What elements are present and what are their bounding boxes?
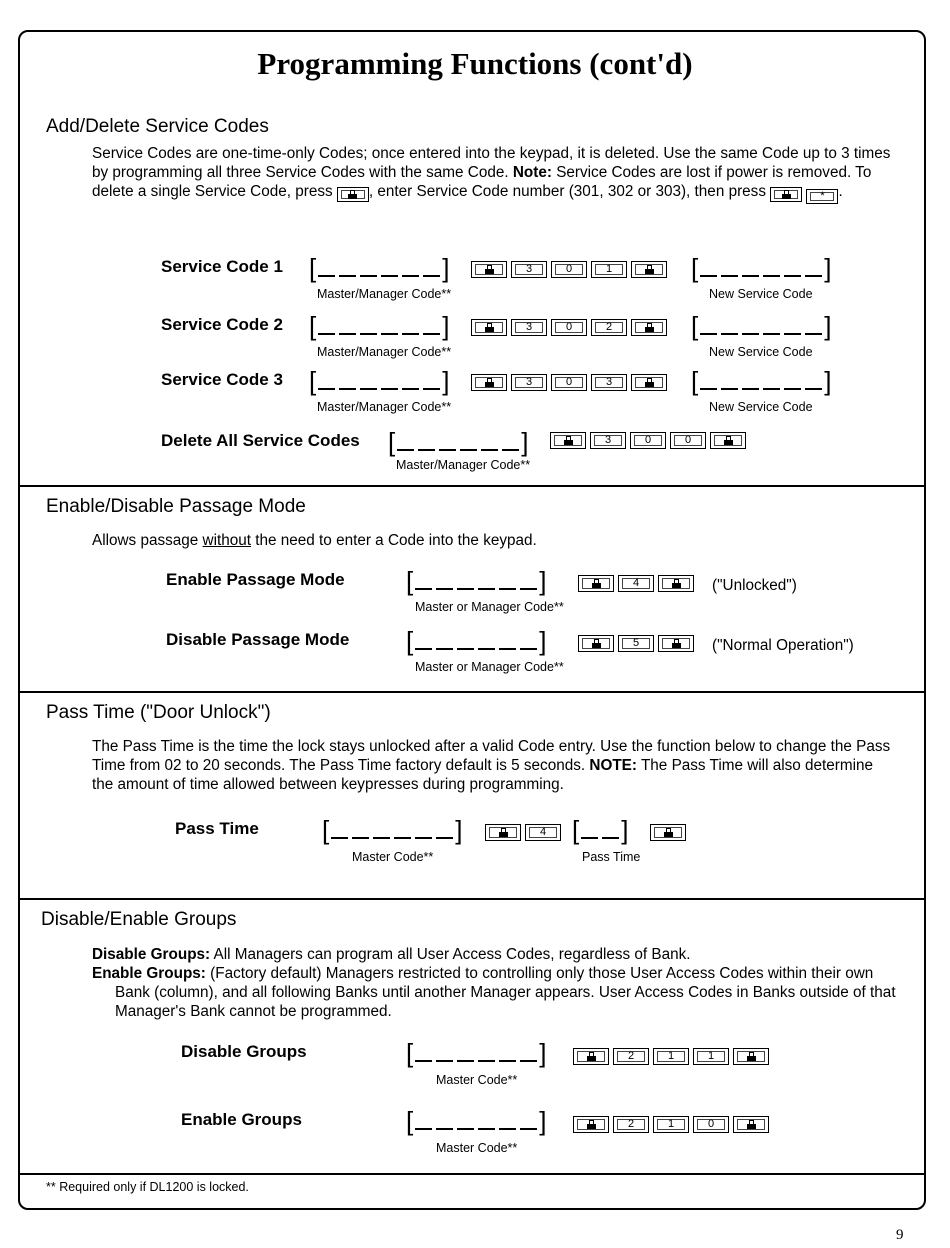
lock-key-icon xyxy=(631,261,667,278)
section-divider xyxy=(18,485,926,487)
lock-key-icon xyxy=(337,187,369,202)
keypad-key-label: 2 xyxy=(627,1050,635,1062)
service-codes-description xyxy=(92,144,892,204)
pass-time-description xyxy=(92,737,892,794)
passage-text-underlined: without xyxy=(202,532,252,549)
passage-mode-label: Enable Passage Mode xyxy=(166,570,345,589)
lock-key-icon xyxy=(471,261,507,278)
code-entry-blank: [ ] xyxy=(309,311,450,341)
lock-glyph-icon xyxy=(485,378,494,387)
groups-heading: Disable/Enable Groups xyxy=(41,909,237,930)
key-sequence xyxy=(550,432,746,449)
lock-glyph-icon xyxy=(645,265,654,274)
lock-glyph-icon xyxy=(485,265,494,274)
footnote: ** Required only if DL1200 is locked. xyxy=(46,1180,249,1194)
lock-glyph-icon xyxy=(587,1120,596,1129)
service-codes-text-4: . xyxy=(838,183,843,200)
section-divider xyxy=(18,898,926,900)
code-entry-blank: [ ] xyxy=(572,815,629,845)
disable-groups-description xyxy=(92,945,892,964)
lock-glyph-icon xyxy=(348,190,357,199)
keypad-key xyxy=(693,1048,729,1065)
key-sequence xyxy=(471,261,667,278)
enable-groups-description xyxy=(92,964,905,1021)
master-manager-caption: Master/Manager Code** xyxy=(317,287,452,301)
key-sequence xyxy=(471,319,667,336)
lock-glyph-icon xyxy=(672,579,681,588)
key-sequence xyxy=(471,374,667,391)
lock-key-icon xyxy=(631,319,667,336)
service-codes-text-1: Service Codes are one-time-only Codes; once entered into the keypad, it is deleted. Use the same Code up to 3 times by programming all three Service Codes with the same Code. xyxy=(92,145,891,181)
lock-key-icon xyxy=(658,575,694,592)
keypad-key-label: 2 xyxy=(627,1118,635,1130)
keypad-key xyxy=(613,1048,649,1065)
lock-key-icon xyxy=(710,432,746,449)
lock-glyph-icon xyxy=(664,828,673,837)
lock-key-icon xyxy=(658,635,694,652)
lock-glyph-icon xyxy=(592,579,601,588)
keypad-key xyxy=(618,635,654,652)
lock-glyph-icon xyxy=(747,1120,756,1129)
code-entry-blank: [ ] xyxy=(406,1106,547,1136)
master-manager-caption: Master/Manager Code** xyxy=(317,345,452,359)
keypad-key-label: 3 xyxy=(604,434,612,446)
lock-glyph-icon xyxy=(645,378,654,387)
key-sequence xyxy=(485,824,561,841)
code-entry-blank: [ ] xyxy=(691,311,832,341)
service-codes-text-2: Service Codes are lost if power is removed. To delete a single Service Code, press xyxy=(92,164,872,200)
lock-glyph-icon xyxy=(587,1052,596,1061)
lock-glyph-icon xyxy=(782,190,791,199)
keypad-key xyxy=(693,1116,729,1133)
lock-key-icon xyxy=(650,824,686,841)
keypad-key-label: 5 xyxy=(632,637,640,649)
keypad-key xyxy=(653,1048,689,1065)
master-manager-caption: Master/Manager Code** xyxy=(317,400,452,414)
keypad-key xyxy=(511,374,547,391)
keypad-key-label: 3 xyxy=(525,376,533,388)
keypad-key-label: 0 xyxy=(565,321,573,333)
disable-groups-label: Disable Groups: xyxy=(92,946,211,963)
lock-glyph-icon xyxy=(485,323,494,332)
key-sequence xyxy=(573,1116,769,1133)
keypad-key xyxy=(511,319,547,336)
enable-groups-label: Enable Groups: xyxy=(92,965,206,982)
code-entry-blank: [ ] xyxy=(406,566,547,596)
passage-mode-label: Disable Passage Mode xyxy=(166,630,350,649)
note-label: Note: xyxy=(512,164,552,181)
keypad-key xyxy=(590,432,626,449)
keypad-key-label: 4 xyxy=(539,826,547,838)
lock-key-icon xyxy=(573,1116,609,1133)
pass-time-text-1: The Pass Time is the time the lock stays unlocked after a valid Code entry. Use the function below to change the Pass Time from 02 to 20 seconds. The Pass Time factory default is 5 seconds. xyxy=(92,738,891,774)
keypad-key-label: 0 xyxy=(644,434,652,446)
keypad-key xyxy=(806,189,838,204)
keypad-key xyxy=(591,374,627,391)
keypad-key-label: 4 xyxy=(632,577,640,589)
pass-time-end-key xyxy=(650,824,686,841)
lock-key-icon xyxy=(573,1048,609,1065)
keypad-key-label: 3 xyxy=(525,263,533,275)
lock-glyph-icon xyxy=(672,639,681,648)
lock-glyph-icon xyxy=(747,1052,756,1061)
section-divider xyxy=(18,691,926,693)
lock-key-icon xyxy=(770,187,802,202)
keypad-key xyxy=(591,319,627,336)
lock-glyph-icon xyxy=(592,639,601,648)
keypad-key xyxy=(551,374,587,391)
new-service-code-caption: New Service Code xyxy=(709,345,813,359)
pass-time-text-2: The Pass Time will also determine the amount of time allowed between keypresses during programming. xyxy=(92,757,874,793)
master-manager-caption: Master or Manager Code** xyxy=(415,600,564,614)
passage-text-1: Allows passage xyxy=(92,532,203,549)
master-code-caption: Master Code** xyxy=(352,850,434,864)
keypad-key xyxy=(551,261,587,278)
keypad-key-label: 1 xyxy=(667,1118,675,1130)
code-entry-blank: [ ] xyxy=(309,366,450,396)
passage-text-2: the need to enter a Code into the keypad. xyxy=(251,532,537,549)
keypad-key-label: * xyxy=(820,190,825,202)
lock-key-icon xyxy=(733,1048,769,1065)
new-service-code-caption: New Service Code xyxy=(709,287,813,301)
keypad-key-label: 1 xyxy=(605,263,613,275)
star-key-icon xyxy=(806,189,838,204)
page-title: Programming Functions (cont'd) xyxy=(257,46,693,81)
service-code-label: Service Code 2 xyxy=(161,315,283,334)
pass-time-caption: Pass Time xyxy=(582,850,641,864)
keypad-key xyxy=(630,432,666,449)
new-service-code-caption: New Service Code xyxy=(709,400,813,414)
pass-time-heading: Pass Time ("Door Unlock") xyxy=(46,702,271,723)
lock-glyph-icon xyxy=(499,828,508,837)
keypad-key xyxy=(670,432,706,449)
keypad-key xyxy=(551,319,587,336)
code-entry-blank: [ ] xyxy=(309,253,450,283)
delete-all-label: Delete All Service Codes xyxy=(161,431,360,450)
keypad-key-label: 0 xyxy=(565,263,573,275)
code-entry-blank: [ ] xyxy=(322,815,463,845)
keypad-key xyxy=(591,261,627,278)
lock-key-icon xyxy=(471,374,507,391)
service-codes-text-3: , enter Service Code number (301, 302 or 303), then press xyxy=(368,183,771,200)
service-code-label: Service Code 1 xyxy=(161,257,283,276)
pass-time-label: Pass Time xyxy=(175,819,259,838)
master-manager-caption: Master/Manager Code** xyxy=(396,458,531,472)
section-divider xyxy=(18,1173,926,1175)
page-number: 9 xyxy=(896,1227,904,1243)
master-code-caption: Master Code** xyxy=(436,1073,518,1087)
lock-key-icon xyxy=(733,1116,769,1133)
master-manager-caption: Master or Manager Code** xyxy=(415,660,564,674)
passage-mode-note: ("Unlocked") xyxy=(712,577,797,594)
code-entry-blank: [ ] xyxy=(691,253,832,283)
keypad-key-label: 3 xyxy=(605,376,613,388)
code-entry-blank: [ ] xyxy=(691,366,832,396)
keypad-key-label: 0 xyxy=(684,434,692,446)
note-label: NOTE: xyxy=(589,757,637,774)
keypad-key-label: 1 xyxy=(667,1050,675,1062)
keypad-key xyxy=(653,1116,689,1133)
lock-key-icon xyxy=(550,432,586,449)
code-entry-blank: [ ] xyxy=(406,1038,547,1068)
lock-key-icon xyxy=(485,824,521,841)
keypad-key-label: 1 xyxy=(707,1050,715,1062)
lock-key-icon xyxy=(578,575,614,592)
lock-key-icon xyxy=(631,374,667,391)
lock-key-icon xyxy=(578,635,614,652)
keypad-key xyxy=(511,261,547,278)
enable-groups-text: (Factory default) Managers restricted to controlling only those User Access Codes within their own Bank (column), and all following Banks until another Manager appears. User Access Codes in Banks outside of that Manager's Bank cannot be programmed. xyxy=(115,965,896,1020)
lock-key-icon xyxy=(471,319,507,336)
page-frame xyxy=(18,30,926,1210)
lock-key-icon xyxy=(770,187,802,202)
lock-glyph-icon xyxy=(564,436,573,445)
key-sequence xyxy=(573,1048,769,1065)
passage-description xyxy=(92,531,537,550)
keypad-key xyxy=(618,575,654,592)
service-code-label: Service Code 3 xyxy=(161,370,283,389)
lock-glyph-icon xyxy=(645,323,654,332)
service-codes-heading: Add/Delete Service Codes xyxy=(46,116,269,137)
keypad-key-label: 0 xyxy=(707,1118,715,1130)
groups-row-label: Enable Groups xyxy=(181,1110,302,1129)
keypad-key xyxy=(525,824,561,841)
groups-row-label: Disable Groups xyxy=(181,1042,307,1061)
keypad-key xyxy=(613,1116,649,1133)
code-entry-blank: [ ] xyxy=(388,427,529,457)
key-sequence xyxy=(578,635,694,652)
passage-heading: Enable/Disable Passage Mode xyxy=(46,496,306,517)
keypad-key-label: 3 xyxy=(525,321,533,333)
master-code-caption: Master Code** xyxy=(436,1141,518,1155)
code-entry-blank: [ ] xyxy=(406,626,547,656)
lock-key-icon xyxy=(337,187,369,202)
key-sequence xyxy=(578,575,694,592)
passage-mode-note: ("Normal Operation") xyxy=(712,637,854,654)
lock-glyph-icon xyxy=(724,436,733,445)
keypad-key-label: 0 xyxy=(565,376,573,388)
keypad-key-label: 2 xyxy=(605,321,613,333)
disable-groups-text: All Managers can program all User Access Codes, regardless of Bank. xyxy=(210,946,691,963)
